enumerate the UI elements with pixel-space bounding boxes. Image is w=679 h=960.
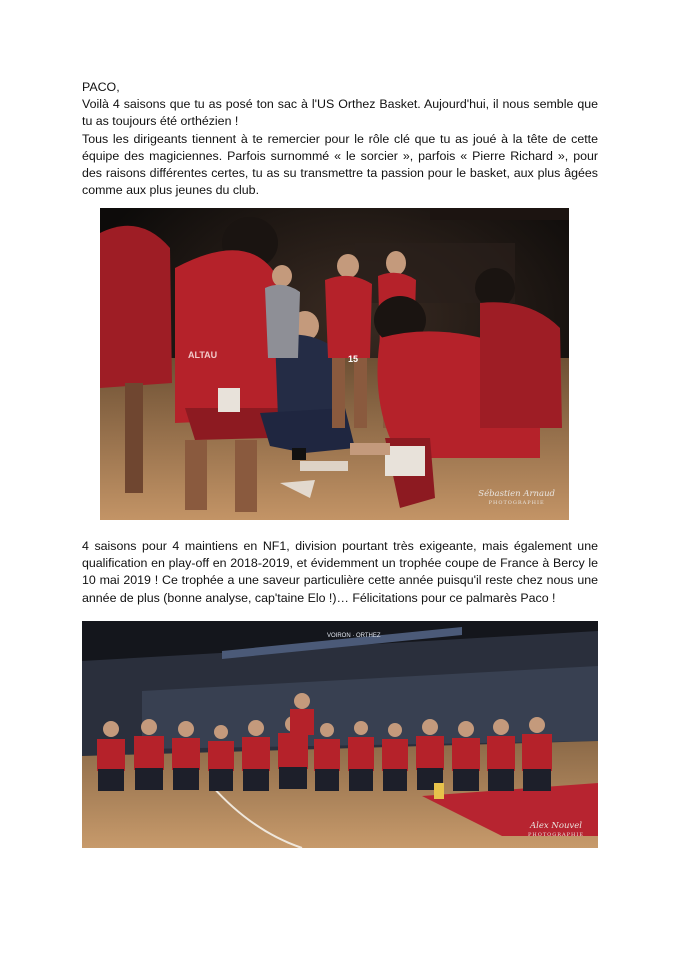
thanks-paragraph: Tous les dirigeants tiennent à te remercier pour le rôle clé que tu as joué à la tête de cette équipe des magiciennes. Parfois surnommé « le sorcier », parfois « Pierre Richard », pour des raisons différentes certes, tu as su transmettre ta passion pour le basket, aux plus âgées comme aux plus jeunes du club. xyxy=(82,131,598,198)
intro-line: Voilà 4 saisons que tu as posé ton sac à l'US Orthez Basket. Aujourd'hui, il nous semble que tu as toujours été orthézien ! xyxy=(82,97,598,129)
team-huddle-illustration xyxy=(100,208,569,520)
team-huddle-photo xyxy=(100,208,569,520)
signature-subtitle: PHOTOGRAPHIE xyxy=(488,500,545,506)
intro-text xyxy=(82,79,598,199)
record-text xyxy=(82,538,598,607)
team-photo xyxy=(82,621,598,848)
arena-banner: VOIRON · ORTHEZ xyxy=(327,633,381,639)
salutation: PACO, xyxy=(82,80,120,94)
jersey-number: 15 xyxy=(348,354,359,364)
team-photo-illustration xyxy=(82,621,598,848)
photographer-signature xyxy=(528,822,584,840)
signature-subtitle: PHOTOGRAPHIE xyxy=(528,832,584,838)
record-paragraph: 4 saisons pour 4 maintiens en NF1, division pourtant très exigeante, mais également une qualification en play-off en 2018-2019, et évidemment un trophée coupe de France à Bercy le 10 mai 2019 ! Ce trophée a une saveur particulière cette année puisqu'il reste chez nous une année de plus (bonne analyse, cap'taine Elo !)… Félicitations pour ce palmarès Paco ! xyxy=(82,539,598,605)
signature-name: Sébastien Arnaud xyxy=(478,489,555,499)
jersey-sponsor: ALTAU xyxy=(188,350,218,360)
photographer-signature xyxy=(478,490,555,508)
signature-name: Alex Nouvel xyxy=(530,821,582,831)
